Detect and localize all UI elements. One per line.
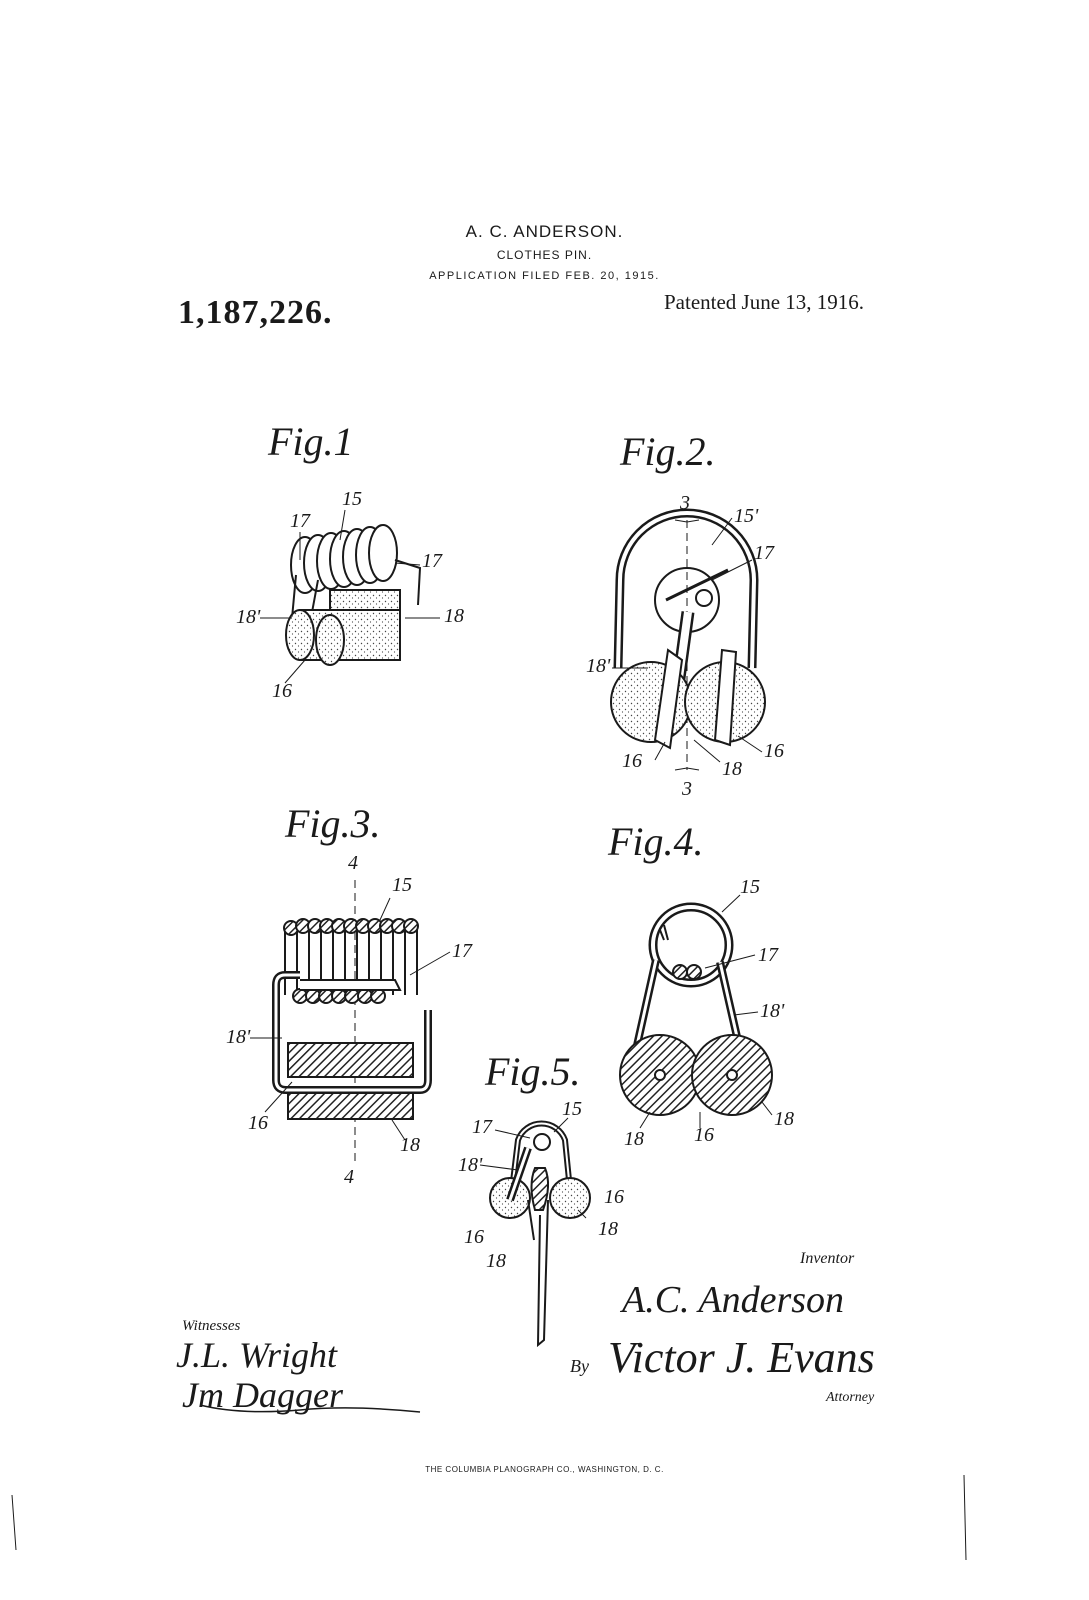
fig2-leader-18 [694, 740, 720, 762]
fig2-ref-18: 18 [722, 758, 742, 780]
fig2-ref-3-top: 3 [680, 492, 690, 514]
invention-title: CLOTHES PIN. [496, 248, 593, 262]
fig1-ref-17b: 17 [422, 550, 442, 572]
fig2-leader-17 [712, 560, 752, 580]
fig3-ref-4-bottom: 4 [344, 1166, 354, 1188]
fig2-wire-end [696, 590, 712, 606]
fig4-ref-18a: 18 [624, 1128, 644, 1150]
fig4-ref-18b: 18 [774, 1108, 794, 1130]
figure-4-drawing [620, 895, 772, 1128]
inventor-heading: A. C. ANDERSON. [465, 222, 624, 241]
witness-2-signature: Jm Dagger [182, 1375, 343, 1415]
fig3-leader-15 [380, 898, 390, 920]
fig2-ref-15p: 15' [734, 505, 759, 527]
fig4-ref-17: 17 [758, 944, 778, 966]
printer-imprint: THE COLUMBIA PLANOGRAPH CO., WASHINGTON, D. C. [425, 1465, 664, 1474]
fig2-leader-16a [655, 742, 665, 760]
fig5-label: Fig.5. [485, 1049, 581, 1094]
fig4-pad-left-hole [655, 1070, 665, 1080]
fig4-wire-b [687, 965, 701, 979]
fig4-leader-18p [734, 1012, 758, 1015]
fig3-ref-15: 15 [392, 874, 412, 896]
fig2-ref-18p: 18' [586, 655, 611, 677]
fig1-label: Fig.1 [268, 419, 354, 464]
inventor-signature: A.C. Anderson [622, 1279, 845, 1321]
patent-number: 1,187,226. [178, 294, 333, 331]
fig3-coil-bottom-row [293, 989, 385, 1003]
fig4-leader-18a [640, 1112, 650, 1128]
fig3-pad-lower [288, 1093, 413, 1119]
fig1-ref-18: 18 [444, 605, 464, 627]
fig3-label: Fig.3. [285, 801, 381, 846]
fig5-ref-16b: 16 [604, 1186, 624, 1208]
fig4-ref-15: 15 [740, 876, 760, 898]
fig3-ref-16: 16 [248, 1112, 268, 1134]
witness-1-signature: J.L. Wright [176, 1335, 338, 1375]
fig2-ref-17: 17 [754, 542, 774, 564]
figure-3-drawing [250, 880, 450, 1165]
fig4-ref-18p: 18' [760, 1000, 785, 1022]
fig3-ref-18p: 18' [226, 1026, 251, 1048]
fig3-ref-18: 18 [400, 1134, 420, 1156]
fig3-ref-4-top: 4 [348, 852, 358, 874]
fig2-leader-16b [738, 736, 762, 752]
fig5-ref-18b: 18 [598, 1218, 618, 1240]
fig3-pin-bar [300, 980, 400, 990]
fig5-ref-17: 17 [472, 1116, 492, 1138]
margin-marks [12, 1475, 966, 1560]
figure-5-drawing [480, 1118, 590, 1345]
fig5-pad-right [550, 1178, 590, 1218]
fig4-leader-15 [722, 895, 740, 912]
fig5-ref-16a: 16 [464, 1226, 484, 1248]
fig4-wire-a [673, 965, 687, 979]
fig2-label: Fig.2. [620, 429, 716, 474]
fig4-label: Fig.4. [608, 819, 704, 864]
fig5-ref-18p: 18' [458, 1154, 483, 1176]
fig4-leader-18b [762, 1102, 772, 1115]
fig1-ref-18p: 18' [236, 606, 261, 628]
figure-1-drawing [260, 510, 440, 683]
by-label: By [570, 1356, 589, 1376]
figure-2-drawing [611, 513, 765, 770]
fig1-coil [291, 525, 397, 593]
fig1-ref-15: 15 [342, 488, 362, 510]
fig2-ref-16a: 16 [622, 750, 642, 772]
inventor-label: Inventor [800, 1250, 855, 1267]
fig5-ref-15: 15 [562, 1098, 582, 1120]
fig3-pad-upper [288, 1043, 413, 1077]
fig4-ref-16: 16 [694, 1124, 714, 1146]
fig1-ref-17a: 17 [290, 510, 310, 532]
fig2-ref-3-bottom: 3 [682, 778, 692, 800]
fig3-ref-17: 17 [452, 940, 472, 962]
fig5-line-section [532, 1168, 549, 1210]
attorney-label: Attorney [826, 1390, 875, 1405]
application-filed: APPLICATION FILED FEB. 20, 1915. [429, 270, 660, 282]
patent-date: Patented June 13, 1916. [664, 290, 865, 314]
fig1-ref-16: 16 [272, 680, 292, 702]
fig4-pad-right-hole [727, 1070, 737, 1080]
attorney-signature: Victor J. Evans [608, 1333, 875, 1382]
fig5-wire-end [534, 1134, 550, 1150]
witnesses-label: Witnesses [182, 1318, 241, 1334]
fig5-ref-18a: 18 [486, 1250, 506, 1272]
signature-flourishes [12, 1405, 966, 1560]
fig2-ref-16b: 16 [764, 740, 784, 762]
fig1-pad-front [286, 610, 400, 665]
fig5-spike [528, 1200, 548, 1345]
